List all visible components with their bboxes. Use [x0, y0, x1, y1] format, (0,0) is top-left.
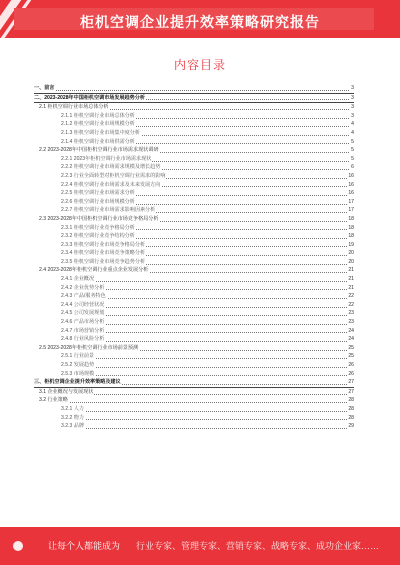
toc-entry-label: 2.5.1 行业前景 — [61, 353, 95, 360]
toc-entry-label: 3.2.2 物力 — [61, 414, 84, 421]
toc-entry[interactable] — [34, 112, 354, 121]
toc-entry[interactable] — [34, 215, 354, 224]
toc-entry-label: 2.2.2 柜机空调行业市场需求规模及增长趋势 — [61, 164, 161, 171]
page-header — [0, 0, 400, 38]
toc-entry[interactable] — [34, 344, 354, 353]
toc-entry-label: 2.1 柜机空调行业市场总体分析 — [39, 104, 109, 111]
toc-entry-page: 28 — [348, 397, 354, 404]
toc-entry[interactable] — [34, 198, 354, 207]
toc-leader — [61, 375, 349, 376]
toc-entry-label: 2.3.4 柜机空调行业市场竞争策略分析 — [61, 250, 146, 257]
toc-entry-page: 20 — [348, 258, 354, 265]
toc-entry-label: 3.2.1 人力 — [61, 405, 84, 412]
toc-entry-label: 2.4.7 市场营销分析 — [61, 327, 105, 334]
toc-entry-label: 2.1.4 柜机空调行业市场供需分析 — [61, 138, 135, 145]
toc-entry-page: 24 — [348, 336, 354, 343]
toc-entry-label: 二、2023-2028年中国柜机空调市场发展趋势分析 — [34, 94, 145, 101]
page-footer — [0, 527, 400, 565]
toc-entry[interactable] — [34, 94, 354, 104]
toc-entry-page: 26 — [348, 362, 354, 368]
toc-entry-label: 3.2.3 品牌 — [61, 423, 84, 430]
toc-entry-label: 2.4.5 公司发展规划 — [61, 310, 105, 317]
toc-entry[interactable] — [34, 249, 354, 258]
toc-entry[interactable] — [34, 414, 354, 423]
toc-entry[interactable] — [34, 241, 354, 250]
toc-entry-page: 3 — [351, 112, 354, 119]
toc-entry[interactable] — [34, 388, 354, 397]
toc-entry-label: 2.4.6 产品市场分析 — [61, 319, 105, 326]
toc-entry-page: 28 — [348, 405, 354, 412]
toc-entry-label: 2.2 2023-2028年中国柜机空调行业市场需求现状调研 — [39, 147, 159, 154]
toc-entry-page: 21 — [348, 284, 354, 291]
toc-entry-page: 22 — [348, 301, 354, 308]
toc-entry-page: 21 — [348, 267, 354, 274]
toc-entry-label: 2.5.2 发展趋势 — [61, 362, 95, 368]
toc-entry-label: 一、前言 — [34, 85, 55, 91]
toc-entry-label: 三、柜机空调企业提升效率策略及建议 — [34, 379, 121, 386]
toc-entry-label: 2.3.3 柜机空调行业市场竞争格局分析 — [61, 241, 146, 248]
toc-entry-label: 2.4.4 公司经营状况 — [61, 301, 105, 308]
toc-entry-page: 23 — [348, 310, 354, 317]
toc-entry[interactable] — [34, 352, 354, 361]
toc-entry-page: 18 — [348, 233, 354, 240]
toc-entry-label: 2.4 2023-2028年柜机空调行业重点企业发展分析 — [39, 267, 149, 274]
toc-entry-label: 2.1.2 柜机空调行业市场规模分析 — [61, 121, 135, 128]
toc-entry-label: 2.2.6 柜机空调行业市场规模分析 — [61, 198, 135, 205]
toc-leader — [61, 411, 349, 412]
toc-entry[interactable] — [34, 181, 354, 190]
toc-entry[interactable] — [34, 206, 354, 215]
toc-entry[interactable] — [34, 309, 354, 318]
toc-entry-label: 3.2 行业策略 — [39, 397, 68, 404]
footer-description: 行业专家、管理专家、营销专家、战略专家、成功企业家…… — [136, 541, 380, 551]
table-of-contents — [34, 84, 354, 431]
toc-entry[interactable] — [34, 84, 354, 94]
toc-entry-label: 2.5.3 市场规模 — [61, 370, 95, 377]
report-title: 柜机空调企业提升效率策略研究报告 — [80, 14, 320, 30]
toc-entry[interactable] — [34, 129, 354, 138]
toc-leader — [61, 419, 349, 420]
toc-entry-page: 28 — [348, 414, 354, 421]
toc-entry-page: 25 — [348, 353, 354, 360]
toc-entry-page: 23 — [348, 319, 354, 326]
toc-entry[interactable] — [34, 327, 354, 336]
toc-entry[interactable] — [34, 266, 354, 275]
toc-entry[interactable] — [34, 335, 354, 344]
toc-entry[interactable] — [34, 120, 354, 129]
toc-entry-page: 6 — [351, 164, 354, 171]
toc-entry[interactable] — [34, 172, 354, 181]
toc-entry-page: 26 — [348, 370, 354, 377]
toc-entry[interactable] — [34, 292, 354, 301]
toc-entry[interactable] — [34, 258, 354, 267]
toc-entry-label: 2.3.1 柜机空调行业竞争格局分析 — [61, 224, 135, 231]
toc-entry[interactable] — [34, 318, 354, 327]
toc-entry-label: 3.1 企业概况与发展现状 — [39, 388, 94, 395]
toc-entry[interactable] — [34, 103, 354, 112]
toc-entry[interactable] — [34, 138, 354, 147]
toc-entry-label: 2.1.3 柜机空调行业市场集中度分析 — [61, 129, 140, 136]
toc-entry-page: 3 — [351, 104, 354, 111]
toc-entry-page: 25 — [348, 344, 354, 351]
toc-entry-page: 27 — [348, 388, 354, 395]
toc-entry[interactable] — [34, 405, 354, 414]
toc-entry[interactable] — [34, 396, 354, 405]
toc-entry-label: 2.2.4 柜机空调行业市场需求及未来发展方向 — [61, 181, 161, 188]
toc-entry-label: 2.2.7 柜机空调行业市场需求影响因素分析 — [61, 207, 156, 214]
toc-entry-label: 2.3 2023-2028年中国柜机空调行业市场竞争格局分析 — [39, 215, 159, 222]
toc-entry-page: 24 — [348, 327, 354, 334]
toc-entry-label: 2.2.5 柜机空调行业市场需求分析 — [61, 190, 135, 197]
toc-entry-label: 2.4.8 行业风险分析 — [61, 336, 105, 343]
toc-entry-label: 2.5 2023-2028年柜机空调行业市场前景预测 — [39, 344, 139, 351]
toc-entry[interactable] — [34, 232, 354, 241]
toc-entry[interactable] — [34, 275, 354, 284]
toc-entry[interactable] — [34, 370, 354, 379]
toc-entry-page: 29 — [348, 423, 354, 430]
toc-entry-label: 2.1.1 柜机空调行业市场总体分析 — [61, 112, 135, 119]
toc-entry-page: 4 — [351, 121, 354, 128]
toc-entry-page: 3 — [351, 94, 354, 101]
toc-leader — [61, 358, 349, 359]
toc-entry[interactable] — [34, 301, 354, 310]
toc-leader — [39, 402, 349, 403]
toc-entry-page: 20 — [348, 250, 354, 257]
toc-leader — [61, 428, 349, 429]
toc-entry-page: 4 — [351, 129, 354, 136]
toc-entry-page: 19 — [348, 241, 354, 248]
toc-entry-page: 3 — [351, 85, 354, 91]
toc-entry-label: 2.2.3 行业全面转型对柜机空调行业需求的影响 — [61, 172, 166, 179]
toc-entry-label: 2.4.1 企业概况 — [61, 276, 95, 283]
toc-entry[interactable] — [34, 163, 354, 172]
toc-entry-page: 5 — [351, 147, 354, 154]
toc-entry-page: 17 — [348, 207, 354, 214]
toc-leader — [34, 90, 349, 91]
toc-leader — [61, 367, 349, 368]
toc-heading: 内容目录 — [173, 58, 226, 72]
toc-entry[interactable] — [34, 284, 354, 293]
toc-entry-page: 16 — [348, 190, 354, 197]
toc-entry-page: 5 — [351, 155, 354, 162]
toc-entry[interactable] — [34, 146, 354, 155]
toc-entry-label: 2.3.2 柜机空调行业竞争结构分析 — [61, 233, 135, 240]
toc-entry-label: 2.3.5 柜机空调行业市场竞争趋势分析 — [61, 258, 146, 265]
toc-entry-page: 5 — [351, 138, 354, 145]
toc-leader — [61, 281, 349, 282]
footer-logo-icon — [13, 541, 23, 551]
toc-entry-page: 16 — [348, 172, 354, 179]
toc-entry[interactable] — [34, 224, 354, 233]
toc-entry-label: 2.2.1 2023年柜机空调行业市场需求现状 — [61, 155, 152, 162]
toc-entry-page: 18 — [348, 215, 354, 222]
toc-entry[interactable] — [34, 378, 354, 388]
toc-entry-page: 18 — [348, 224, 354, 231]
toc-entry-page: 27 — [348, 379, 354, 386]
toc-entry-label: 2.4.3 产品/服务特色 — [61, 293, 106, 300]
toc-entry-page: 17 — [348, 198, 354, 205]
toc-entry-page: 22 — [348, 293, 354, 300]
toc-entry[interactable] — [34, 189, 354, 198]
toc-entry-page: 21 — [348, 276, 354, 283]
footer-brand-text: 让每个人都能成为 — [48, 541, 121, 551]
toc-entry-label: 2.4.2 企业优势分析 — [61, 284, 105, 291]
toc-entry[interactable] — [34, 361, 354, 370]
toc-entry[interactable] — [34, 422, 354, 431]
toc-entry[interactable] — [34, 155, 354, 164]
toc-entry-page: 16 — [348, 181, 354, 188]
